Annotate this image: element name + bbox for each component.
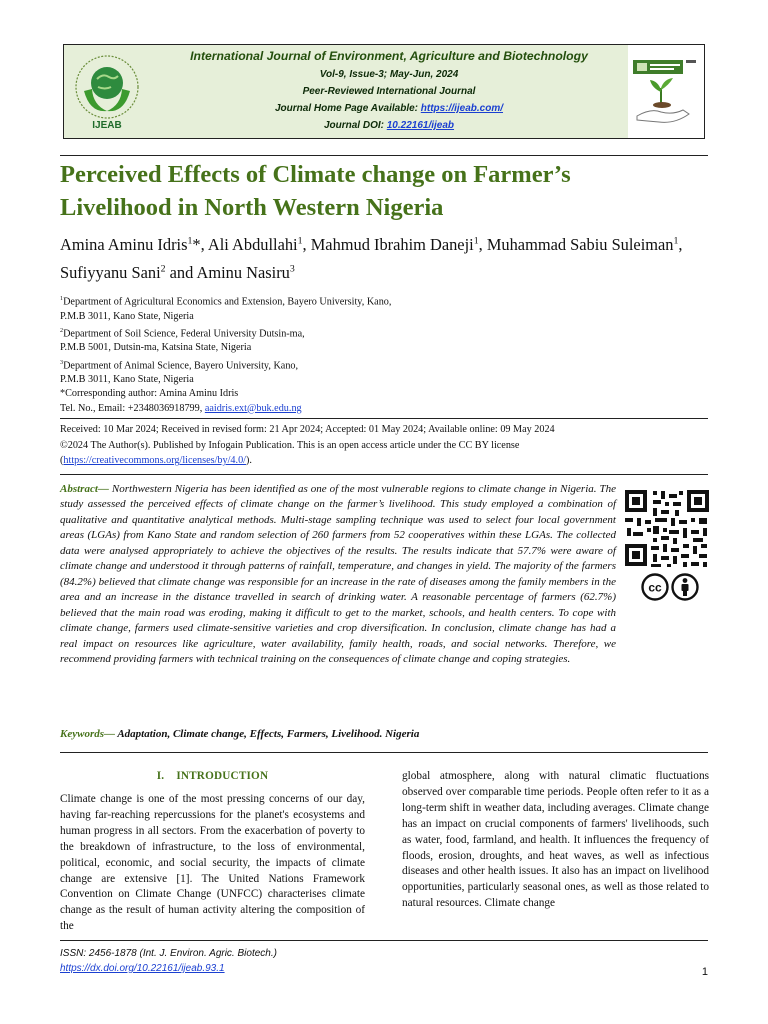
journal-logo bbox=[64, 45, 150, 138]
keywords-label: Keywords— bbox=[60, 728, 118, 740]
author: Aminu Nasiru$^3$ bbox=[196, 262, 295, 282]
journal-logo-icon bbox=[68, 51, 146, 133]
contact-line: Tel. No., Email: +2348036918799, aaidris.ext@buk.edu.ng bbox=[60, 402, 302, 414]
paper-title-line-2: Livelihood in North Western Nigeria bbox=[60, 194, 444, 221]
journal-info bbox=[150, 45, 628, 138]
peer-reviewed-label: Peer-Reviewed International Journal bbox=[302, 86, 476, 97]
corresponding-author: *Corresponding author: Amina Aminu Idris bbox=[60, 388, 239, 400]
paper-title bbox=[60, 158, 700, 224]
journal-cover-icon bbox=[631, 52, 701, 132]
header-rule bbox=[60, 155, 708, 156]
affiliations bbox=[60, 292, 480, 416]
dates-line: Received: 10 Mar 2024; Received in revised form: 21 Apr 2024; Accepted: 01 May 2024; Available online: 09 May 2024 bbox=[60, 424, 555, 435]
page-footer bbox=[60, 946, 708, 976]
attribution-icon bbox=[673, 575, 698, 600]
article-history bbox=[60, 422, 705, 469]
license-line: ©2024 The Author(s). Published by Infogain Publication. This is an open access article under the CC BY license bbox=[60, 439, 520, 451]
author: Mahmud Ibrahim Daneji$^1$, bbox=[310, 235, 487, 255]
paper-title-line-1: Perceived Effects of Climate change on Farmer’s bbox=[60, 161, 571, 188]
affiliation-3-address: P.M.B 3011, Kano State, Nigeria bbox=[60, 374, 194, 386]
license-url-line: (https://creativecommons.org/licenses/by/4.0/). bbox=[60, 455, 252, 467]
abstract-rule-bottom bbox=[60, 752, 708, 753]
qr-code-icon[interactable] bbox=[623, 488, 711, 568]
home-page-link[interactable]: https://ijeab.com/ bbox=[420, 103, 504, 114]
issn-line: ISSN: 2456-1878 (Int. J. Environ. Agric. Biotech.) bbox=[60, 948, 277, 959]
home-page-line bbox=[275, 100, 503, 117]
journal-title: International Journal of Environment, Agriculture and Biotechnology bbox=[190, 49, 588, 63]
author: Amina Aminu Idris$^1$*, bbox=[60, 235, 208, 255]
keywords-text: Adaptation, Climate change, Effects, Farmers, Livelihood. Nigeria bbox=[117, 728, 420, 740]
author-email-link[interactable]: aaidris.ext@buk.edu.ng bbox=[204, 402, 302, 414]
home-page-label: Journal Home Page Available: bbox=[274, 103, 421, 114]
svg-text:cc: cc bbox=[648, 580, 662, 595]
affiliation-1-address: P.M.B 3011, Kano State, Nigeria bbox=[60, 310, 194, 322]
section-number: I. bbox=[156, 770, 165, 782]
section-heading bbox=[60, 770, 365, 782]
section-title: INTRODUCTION bbox=[176, 770, 269, 782]
keywords bbox=[60, 728, 700, 740]
license-link[interactable]: https://creativecommons.org/licenses/by/4.0/ bbox=[63, 455, 246, 467]
page-number: 1 bbox=[701, 966, 708, 978]
affiliation-2: $^2$Department of Soil Science, Federal University Dutsin-ma, bbox=[60, 327, 305, 340]
journal-cover bbox=[628, 45, 704, 138]
intro-right-column: global atmosphere, along with natural climatic fluctuations observed over comparable time periods. People often refer to it as a long-term shift in weather data, including averages. Climate change has an impact on crucial components of farmers' livelihoods, such as water, food, farmland, and health. It influences the frequency of floods, erosion, droughts, and heat waves, as well as infectious diseases and other health issues. It also has an impact on livelihood opportunities, particularly seasonal ones, as well as those related to natural resources. Climate change bbox=[402, 770, 709, 910]
footer-rule bbox=[60, 940, 708, 941]
intro-left-column: Climate change is one of the most pressing concerns of our day, having far-reaching repercussions for the planet's ecosystems and human progress in all sectors. From the exacerbation of poverty to the breakdown of infrastructure, to the loss of environmental, political, economic, and social security, the impacts of climate change are extensive [1]. The United Nations Framework Convention on Climate Change (UNFCC) characterises climate change as the result of human activity altering the composition of the bbox=[60, 793, 365, 933]
journal-header bbox=[63, 44, 705, 139]
cc-icon bbox=[641, 573, 701, 601]
journal-doi-link[interactable]: 10.22161/ijeab bbox=[386, 120, 455, 131]
affiliation-3: $^3$Department of Animal Science, Bayero University, Kano, bbox=[60, 359, 299, 371]
author: Muhammad Sabiu Suleiman$^1$, bbox=[486, 235, 683, 255]
abstract-text: Northwestern Nigeria has been identified as one of the most vulnerable regions to climate change in Nigeria. The study assessed the perceived effects of climate change on the farmer’s livelihood. This study employed a combination of qualitative and quantitative analytical methods. Multi-stage sampling technique was used to select four local government areas (LGAs) from Kano State and random selection of 260 farmers from 52 cooperatives within these LGAs. The collected data were analysed appropriately to achieve the objectives of the results. The results indicate that 57.7% were aware of climate change and understood it through patterns of rainfall, temperature, and changes in yield. The majority of the farmers (84.2%) believed that climate change was responsible for an increase in the rate of diseases among the family members in the area and an increase in the distance travelled in search of drinking water. A reasonable percentage of farmers (62.7%) believed that the main road was eroding, making it difficult to get to the market, schools, and health centers. To cope with climate change, farmers used climate-sensitive varieties and crop diversification. In conclusion, climate change has had a real impact on resources like agriculture, water availability, family health, roads, and social networks. Therefore, we recommend providing farmers with technical training on the consequences of climate change and coping strategies. bbox=[60, 483, 616, 665]
cc-by-badge[interactable] bbox=[641, 573, 701, 606]
article-doi-link[interactable]: https://dx.doi.org/10.22161/ijeab.93.1 bbox=[60, 963, 225, 974]
affiliation-2-address: P.M.B 5001, Dutsin-ma, Katsina State, Nigeria bbox=[60, 342, 252, 354]
journal-doi-label: Journal DOI: bbox=[323, 120, 387, 131]
affiliation-1: $^1$Department of Agricultural Economics and Extension, Bayero University, Kano, bbox=[60, 296, 392, 308]
dates-rule-bottom bbox=[60, 474, 708, 475]
abstract-label: Abstract— bbox=[60, 483, 112, 495]
volume-issue: Vol-9, Issue-3; May-Jun, 2024 bbox=[319, 69, 459, 80]
dates-rule-top bbox=[60, 418, 708, 419]
journal-doi-line bbox=[324, 117, 454, 134]
abstract bbox=[60, 482, 616, 667]
author-list bbox=[60, 230, 700, 285]
journal-logo-text: IJEAB bbox=[92, 119, 122, 131]
author: Sufiyyanu Sani$^2$ and bbox=[60, 262, 197, 282]
author: Ali Abdullahi$^1$, bbox=[207, 235, 311, 255]
